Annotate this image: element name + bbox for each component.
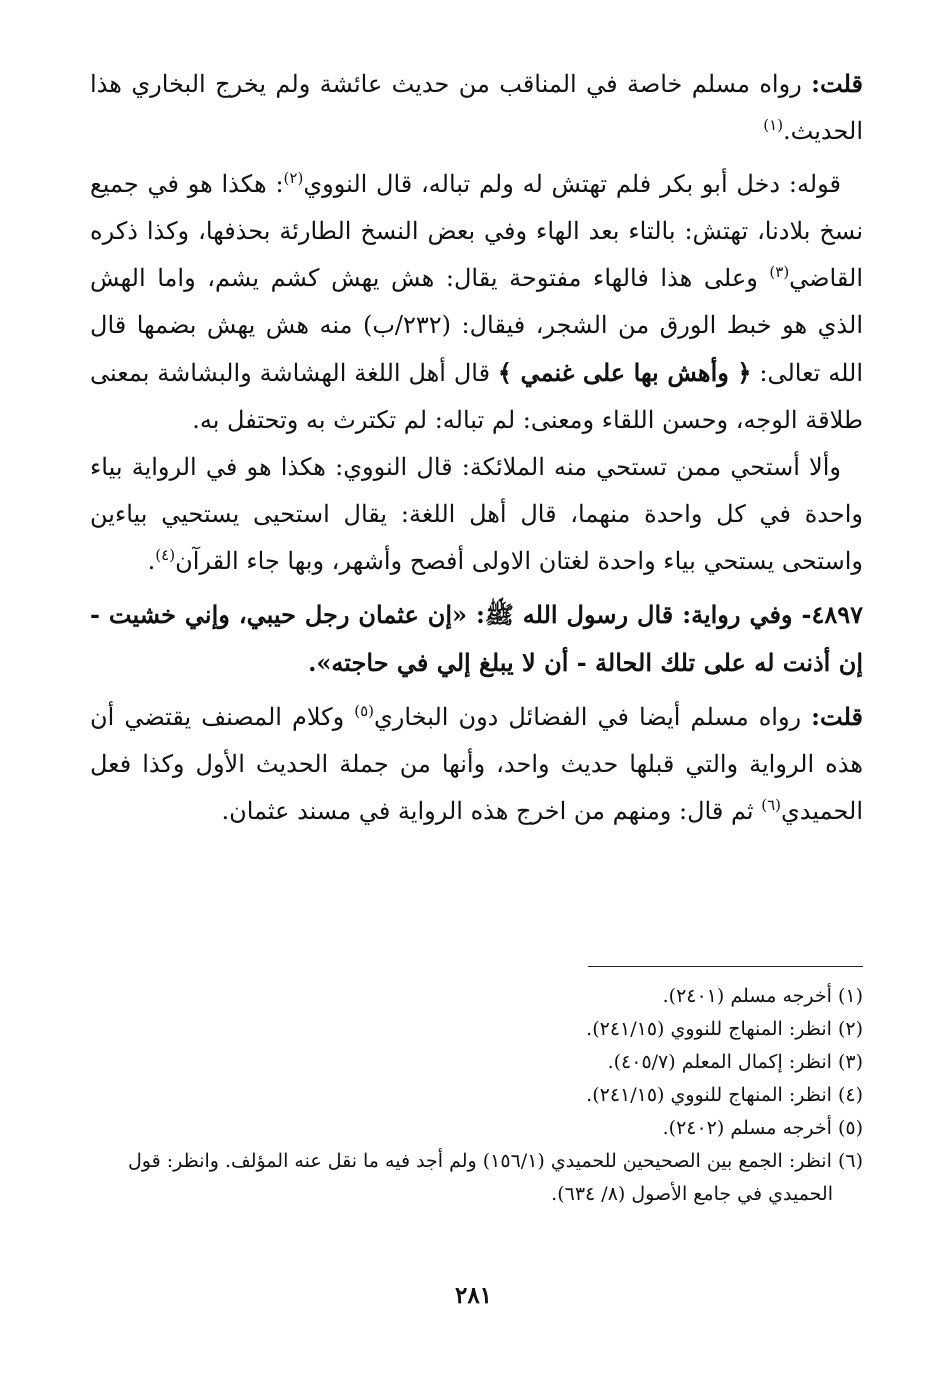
qultu-label: قلت:	[811, 69, 863, 98]
footnote-number: (٥)	[837, 1117, 863, 1139]
footnote-2	[90, 1013, 863, 1046]
footnote-1	[90, 980, 863, 1013]
hadith-text: - وفي رواية: قال رسول الله ﷺ: «إن عثمان رجل حيبي، وإني خشيت - إن أذنت له على تلك الحالة - أن لا يبلغ إلي في حاجته».	[90, 600, 863, 677]
footnote-6	[90, 1145, 863, 1211]
paragraph-1	[90, 60, 863, 155]
paragraph-4-text-c: ثم قال: ومنهم من اخرج هذه الرواية في مسند عثمان.	[221, 797, 762, 825]
footnote-number: (٦)	[837, 1150, 863, 1172]
footnote-ref-1[interactable]: (١)	[763, 116, 784, 134]
paragraph-4-text-a: رواه مسلم أيضا في الفضائل دون البخاري	[374, 703, 812, 731]
footnote-ref-5[interactable]: (٥)	[354, 702, 375, 720]
footnote-ref-2[interactable]: (٢)	[283, 169, 304, 187]
paragraph-1-text: رواه مسلم خاصة في المناقب من حديث عائشة ولم يخرج البخاري هذا الحديث.	[90, 70, 863, 145]
paragraph-2-text-a: قوله: دخل أبو بكر فلم تهتش له ولم تباله، قال النووي	[303, 170, 841, 198]
footnote-text: انظر: الجمع بين الصحيحين للحميدي (١٥٦/١) ولم أجد فيه ما نقل عنه المؤلف. وانظر: قول	[128, 1150, 832, 1172]
footnote-text: انظر: المنهاج للنووي (٢٤١/١٥).	[586, 1084, 832, 1106]
paragraph-3-text-a: وألا أستحي ممن تستحي منه الملائكة: قال النووي: هكذا هو في الرواية بياء واحدة في كل واحدة منهما، قال أهل اللغة: يقال استحيى يستحيي بياءين واستحى يستحي بياء واحدة لغتان الاولى أفصح وأشهر، وبها جاء القرآن	[90, 453, 863, 575]
footnote-text: انظر: إكمال المعلم (٤٠٥/٧).	[607, 1051, 832, 1073]
footnotes	[90, 980, 863, 1211]
paragraph-4-text-b: وكلام المصنف يقتضي أن هذه الرواية والتي قبلها حديث واحد، وأنها من جملة الحديث الأول وكذا فعل الحميدي	[90, 703, 863, 825]
footnote-4	[90, 1079, 863, 1112]
footnote-ref-3[interactable]: (٣)	[769, 263, 790, 281]
footnote-text: انظر: المنهاج للنووي (٢٤١/١٥).	[586, 1018, 832, 1040]
footnote-text: أخرجه مسلم (٢٤٠٢).	[662, 1117, 832, 1139]
page-number: ٢٨١	[454, 1282, 493, 1309]
footnote-ref-4[interactable]: (٤)	[155, 546, 176, 564]
qultu-label-2: قلت:	[811, 702, 863, 731]
paragraph-2-text-c: وعلى هذا فالهاء مفتوحة يقال: هش يهش كشم يشم، واما الهش الذي هو خبط الورق من الشجر، فيقال: (٢٣٢/ب) منه هش يهش بضمها قال الله تعالى:	[90, 264, 863, 387]
footnote-3	[90, 1046, 863, 1079]
paragraph-2	[90, 161, 863, 444]
paragraph-3	[90, 444, 863, 585]
footnote-number: (٣)	[837, 1051, 863, 1073]
hadith-4897	[90, 591, 863, 687]
paragraph-2-text-d: قال أهل اللغة الهشاشة والبشاشة بمعنى طلاقة الوجه، وحسن اللقاء ومعنى: لم تباله: لم تكترث به وتحتفل به.	[90, 359, 863, 434]
quran-verse: ﴿ وأهش بها على غنمي ﴾	[497, 358, 752, 387]
footnote-number: (٢)	[837, 1018, 863, 1040]
paragraph-4	[90, 693, 863, 835]
footnote-number: (١)	[837, 985, 863, 1007]
footnote-divider	[588, 966, 863, 967]
hadith-number: ٤٨٩٧	[811, 600, 863, 629]
paragraph-2-text-b: : هكذا هو في جميع نسخ بلادنا، تهتش: بالتاء بعد الهاء وفي بعض النسخ الطارئة بحذفها، وكذا ذكره القاضي	[90, 170, 863, 292]
footnote-5	[90, 1112, 863, 1145]
paragraph-3-text-b: .	[147, 547, 156, 575]
footnote-ref-6[interactable]: (٦)	[761, 796, 782, 814]
footnote-text-continued: الحميدي في جامع الأصول (٨/ ٦٣٤).	[551, 1183, 833, 1205]
footnote-number: (٤)	[837, 1084, 863, 1106]
footnote-text: أخرجه مسلم (٢٤٠١).	[662, 985, 832, 1007]
